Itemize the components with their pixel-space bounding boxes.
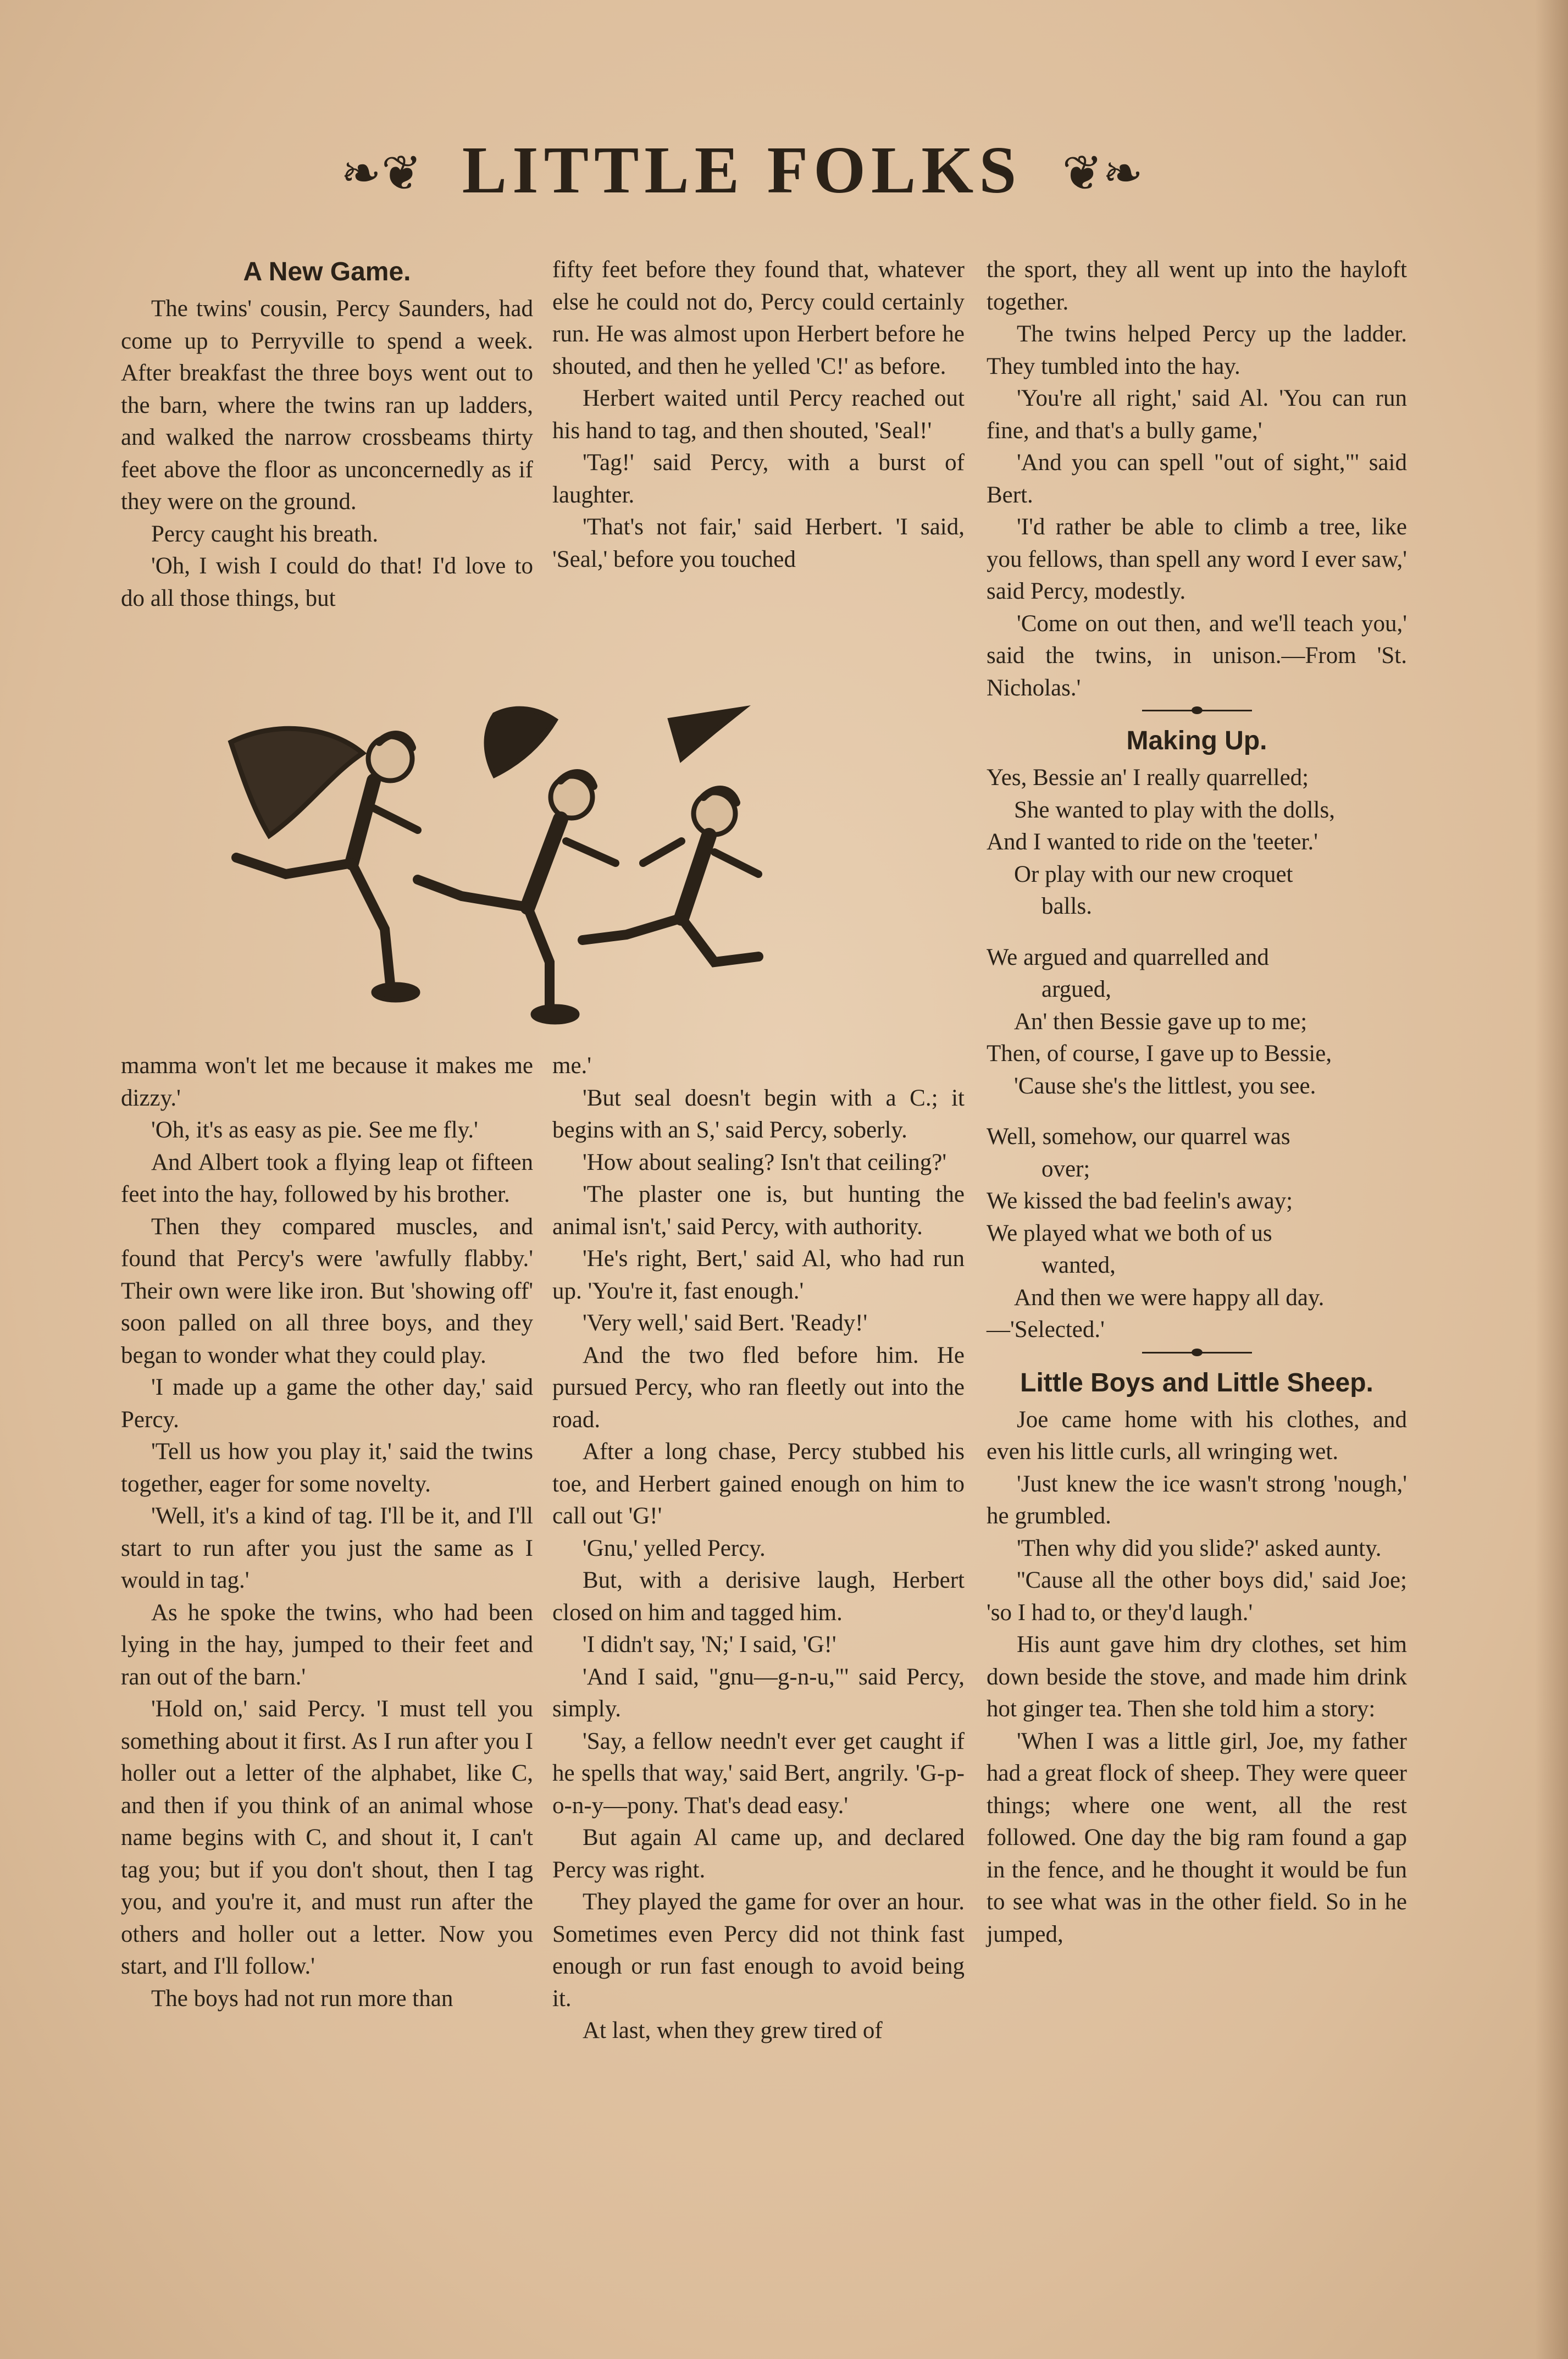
page-edge-shadow: [1535, 0, 1568, 2359]
paragraph: 'Well, it's a kind of tag. I'll be it, and I'll start to run after you just the same as I would in tag.': [121, 1503, 533, 1593]
paragraph: fifty feet before they found that, whatever else he could not do, Percy could certainly run. He was almost upon Herbert before he shouted, and then he yelled 'C!' as before.: [552, 257, 965, 379]
paragraph: the sport, they all went up into the hayloft together.: [987, 257, 1407, 315]
paragraph: As he spoke the twins, who had been lying in the hay, jumped to their feet and ran out of the barn.': [121, 1599, 533, 1690]
poem-line: And then we were happy all day.: [1014, 1284, 1325, 1311]
paragraph: 'He's right, Bert,' said Al, who had run up. 'You're it, fast enough.': [552, 1246, 965, 1304]
article-body: [121, 293, 533, 615]
paragraph: Herbert waited until Percy reached out his hand to tag, and then shouted, 'Seal!': [552, 385, 965, 444]
paragraph: ''Cause all the other boys did,' said Joe; 'so I had to, or they'd laugh.': [987, 1567, 1407, 1626]
paragraph: 'Hold on,' said Percy. 'I must tell you something about it first. As I run after you I holler out a letter of the alphabet, like C, and then if you think of an animal whose name begins with C, and shout it, I can't tag you; but if you don't shout, then I tag you, and you're it, and must run after the others and holler out a letter. Now you start, and I'll follow.': [121, 1696, 533, 1979]
masthead: [330, 129, 1154, 212]
paragraph: 'Come on out then, and we'll teach you,' said the twins, in unison.—From 'St. Nicholas.': [987, 610, 1407, 701]
paragraph: 'Tag!' said Percy, with a burst of laughter.: [552, 450, 965, 508]
paragraph: 'When I was a little girl, Joe, my father had a great flock of sheep. They were queer things; where one went, all the rest followed. One day the big ram found a gap in the fence, and he thought it would be fun to see what was in the other field. So in he jumped,: [987, 1728, 1407, 1947]
poem-line: We played what we both of us: [987, 1220, 1272, 1246]
poem-line: Or play with our new croquet: [1014, 861, 1293, 887]
poem-line: balls.: [1041, 893, 1092, 919]
paragraph: After a long chase, Percy stubbed his toe, and Herbert gained enough on him to call out 'G!': [552, 1439, 965, 1529]
paragraph: 'I made up a game the other day,' said Percy.: [121, 1374, 533, 1433]
paragraph: 'Say, a fellow needn't ever get caught if he spells that way,' said Bert, angrily. 'G-p-o-n-y—pony. That's dead easy.': [552, 1728, 965, 1819]
paragraph: 'But seal doesn't begin with a C.; it begins with an S,' said Percy, soberly.: [552, 1085, 965, 1143]
paragraph: 'I didn't say, 'N;' I said, 'G!': [583, 1632, 836, 1658]
column-1-bottom: [121, 1050, 533, 2015]
poem-line: We kissed the bad feelin's away;: [987, 1188, 1293, 1214]
poem-line: We argued and quarrelled and: [987, 944, 1269, 970]
poem-stanza: [987, 762, 1407, 923]
paragraph: mamma won't let me because it makes me dizzy.': [121, 1053, 533, 1111]
poem-line: She wanted to play with the dolls,: [1014, 797, 1336, 823]
paragraph: 'You're all right,' said Al. 'You can run fine, and that's a bully game,': [987, 385, 1407, 444]
paragraph: The boys had not run more than: [151, 1985, 453, 2012]
paragraph: Percy caught his breath.: [151, 521, 379, 547]
paragraph: 'How about sealing? Isn't that ceiling?': [583, 1149, 947, 1175]
running-boys-illustration: [187, 698, 868, 1028]
right-ornament-icon: ❦❧: [1062, 147, 1143, 201]
article-title-little-boys: Little Boys and Little Sheep.: [1020, 1368, 1373, 1397]
poem-line: over;: [1041, 1156, 1090, 1182]
poem-line: Well, somehow, our quarrel was: [987, 1124, 1290, 1150]
paragraph: The twins helped Percy up the ladder. They tumbled into the hay.: [987, 321, 1407, 379]
poem-line: Yes, Bessie an' I really quarrelled;: [987, 765, 1309, 791]
paragraph: 'Oh, it's as easy as pie. See me fly.': [151, 1117, 478, 1143]
poem-line: argued,: [1041, 976, 1111, 1002]
paragraph: 'I'd rather be able to climb a tree, like you fellows, than spell any word I ever saw,' said Percy, modestly.: [987, 514, 1407, 604]
paragraph: The twins' cousin, Percy Saunders, had come up to Perryville to spend a week. After breakfast the three boys went out to the barn, where the twins ran up ladders, and walked the narrow crossbeams thirty feet above the floor as unconcernedly as if they were on the ground.: [121, 296, 533, 515]
page-title: LITTLE FOLKS: [462, 133, 1022, 207]
paragraph: 'Very well,' said Bert. 'Ready!': [583, 1310, 868, 1336]
poem-line: —'Selected.': [987, 1317, 1105, 1343]
poem-line: And I wanted to ride on the 'teeter.': [987, 829, 1318, 855]
paragraph: 'Tell us how you play it,' said the twins together, eager for some novelty.: [121, 1439, 533, 1497]
left-ornament-icon: ❧❦: [341, 147, 422, 201]
paragraph: Joe came home with his clothes, and even his little curls, all wringing wet.: [987, 1406, 1407, 1465]
poem-line: 'Cause she's the littlest, you see.: [1014, 1073, 1316, 1099]
paragraph: His aunt gave him dry clothes, set him down beside the stove, and made him drink hot ginger tea. Then she told him a story:: [987, 1632, 1407, 1722]
paragraph: 'That's not fair,' said Herbert. 'I said, 'Seal,' before you touched: [552, 514, 965, 572]
paragraph: 'And I said, "gnu—g-n-u,"' said Percy, simply.: [552, 1664, 965, 1722]
paragraph: 'Oh, I wish I could do that! I'd love to do all those things, but: [121, 553, 533, 611]
paragraph: 'Then why did you slide?' asked aunty.: [1017, 1535, 1382, 1561]
paragraph: 'Gnu,' yelled Percy.: [583, 1535, 766, 1561]
article-title-making-up: Making Up.: [1126, 726, 1267, 755]
section-divider: [1142, 710, 1252, 711]
paragraph: They played the game for over an hour. Sometimes even Percy did not think fast enough or run fast enough to avoid being it.: [552, 1889, 965, 2012]
paragraph: And Albert took a flying leap ot fifteen feet into the hay, followed by his brother.: [121, 1149, 533, 1207]
poem-line: wanted,: [1041, 1252, 1116, 1278]
poem-stanza: [987, 1121, 1407, 1346]
poem-line: An' then Bessie gave up to me;: [1014, 1008, 1307, 1035]
column-1-top: [121, 256, 533, 615]
section-divider: [1142, 1352, 1252, 1353]
paragraph: But, with a derisive laugh, Herbert closed on him and tagged him.: [552, 1567, 965, 1626]
paragraph: 'Just knew the ice wasn't strong 'nough,' he grumbled.: [987, 1471, 1407, 1529]
paragraph: 'The plaster one is, but hunting the animal isn't,' said Percy, with authority.: [552, 1181, 965, 1240]
column-2-bottom: [552, 1050, 965, 2047]
poem-stanza: [987, 942, 1407, 1103]
paragraph: me.': [552, 1053, 592, 1079]
paragraph: And the two fled before him. He pursued Percy, who ran fleetly out into the road.: [552, 1342, 965, 1433]
column-3: [987, 254, 1407, 1951]
paragraph: But again Al came up, and declared Percy was right.: [552, 1825, 965, 1883]
poem-line: Then, of course, I gave up to Bessie,: [987, 1041, 1332, 1067]
paragraph: At last, when they grew tired of: [583, 2018, 883, 2043]
paragraph: Then they compared muscles, and found that Percy's were 'awfully flabby.' Their own were like iron. But 'showing off' soon palled on all three boys, and they began to wonder what they could play.: [121, 1213, 533, 1368]
paragraph: 'And you can spell "out of sight,"' said Bert.: [987, 450, 1407, 508]
article-title-new-game: A New Game.: [243, 257, 411, 286]
column-2-top: [552, 254, 965, 576]
